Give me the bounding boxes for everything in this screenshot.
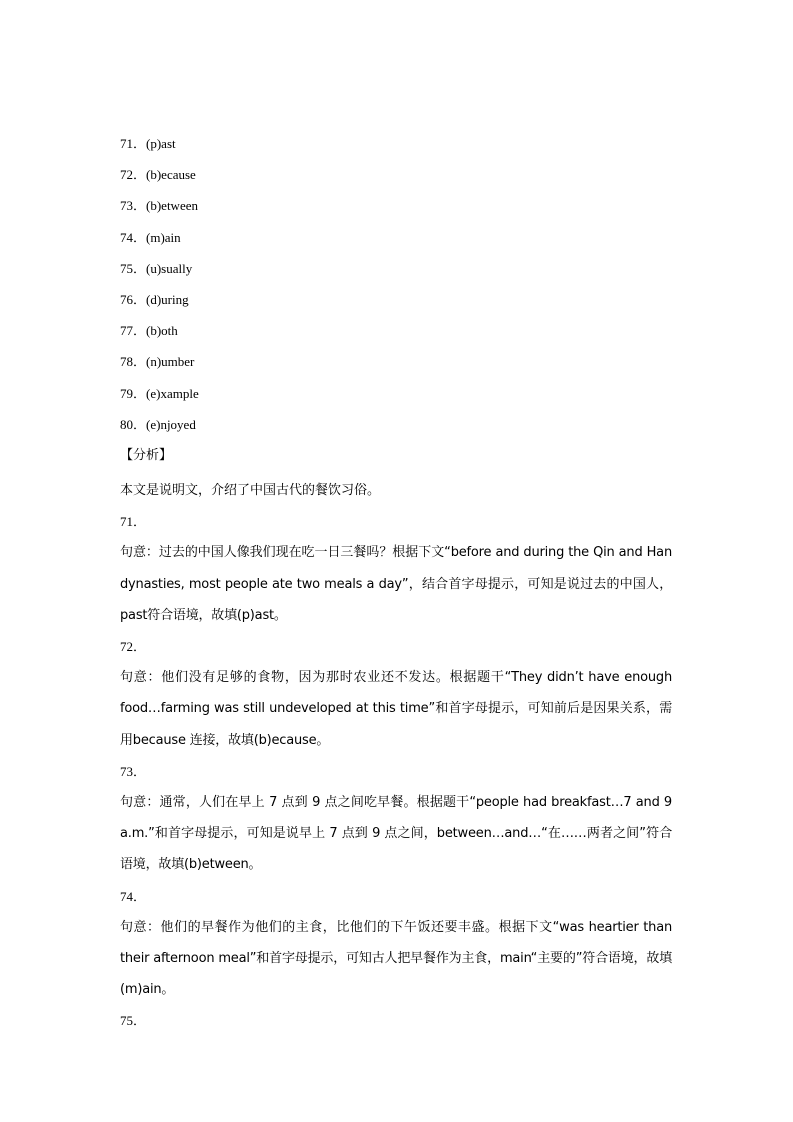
answer-number: 77 <box>120 323 133 339</box>
answer-number: 76 <box>120 291 133 307</box>
answer-item: 71．(p)ast <box>120 136 176 151</box>
answer-text: (e)xample <box>146 385 199 401</box>
explanation-block <box>120 756 672 881</box>
answer-item: 78．(n)umber <box>120 354 195 370</box>
explanation-number: 71． <box>120 514 147 530</box>
answer-text: (b)etween <box>146 198 198 214</box>
answer-number: 73 <box>120 198 133 214</box>
explanation-number: 72． <box>120 639 147 655</box>
answer-item: 77．(b)oth <box>120 323 178 339</box>
explanation-text: 句意：他们的早餐作为他们的主食，比他们的下午饭还要丰盛。根据下文“was heartier than their afternoon meal”和首字母提示，可知古人把早餐作为主食，main“主要的”符合语境，故填(m)ain。 <box>120 919 672 998</box>
explanation-number: 75． <box>120 1013 147 1029</box>
answer-item: 75．(u)sually <box>120 260 193 276</box>
explanation-number: 73． <box>120 763 147 779</box>
analysis-heading: 【分析】 <box>120 447 173 463</box>
answer-number: 74 <box>120 229 133 245</box>
explanation-text: 句意：过去的中国人像我们现在吃一日三餐吗？根据下文“before and during the Qin and Han dynasties, most people ate two meals a day”，结合首字母提示，可知是说过去的中国人，past符合语境，故填(p)ast。 <box>120 545 672 623</box>
answer-number: 71 <box>120 136 133 151</box>
answer-text: (b)ecause <box>146 167 196 183</box>
answer-item: 79．(e)xample <box>120 385 199 401</box>
answer-text: (n)umber <box>146 354 195 370</box>
answer-number: 79 <box>120 385 133 401</box>
answer-text: (d)uring <box>146 291 189 307</box>
answer-number: 75 <box>120 260 133 276</box>
explanation-block <box>120 881 672 1006</box>
document-content <box>120 132 672 1037</box>
answer-number: 80 <box>120 416 133 432</box>
explanation-block <box>120 631 672 756</box>
explanation-text: 句意：通常，人们在早上 7 点到 9 点之间吃早餐。根据题干“people had breakfast…7 and 9 a.m.”和首字母提示，可知是说早上 7 点到 9 点之间，between…and…“在……两者之间”符合语境，故填(b)etween。 <box>120 795 672 873</box>
explanation-number: 74． <box>120 888 147 904</box>
answer-item: 76．(d)uring <box>120 291 189 307</box>
answer-text: (m)ain <box>146 229 181 245</box>
answer-item: 80．(e)njoyed <box>120 416 196 432</box>
answer-text: (p)ast <box>146 136 176 151</box>
explanation-block <box>120 506 672 631</box>
explanation-text: 句意：他们没有足够的食物，因为那时农业还不发达。根据题干“They didn’t have enough food…farming was still undeveloped at this time”和首字母提示，可知前后是因果关系，需用because 连接，故填(b)ecause。 <box>120 670 672 748</box>
answer-text: (e)njoyed <box>146 416 196 432</box>
answer-item: 74．(m)ain <box>120 229 181 245</box>
analysis-summary: 本文是说明文，介绍了中国古代的餐饮习俗。 <box>120 483 381 499</box>
answer-item: 72．(b)ecause <box>120 167 196 183</box>
answer-item: 73．(b)etween <box>120 198 198 214</box>
answer-number: 78 <box>120 354 133 370</box>
answer-text: (b)oth <box>146 323 178 339</box>
answer-text: (u)sually <box>146 260 193 276</box>
explanation-block <box>120 1005 672 1036</box>
answer-list <box>120 132 672 444</box>
answer-number: 72 <box>120 167 133 183</box>
